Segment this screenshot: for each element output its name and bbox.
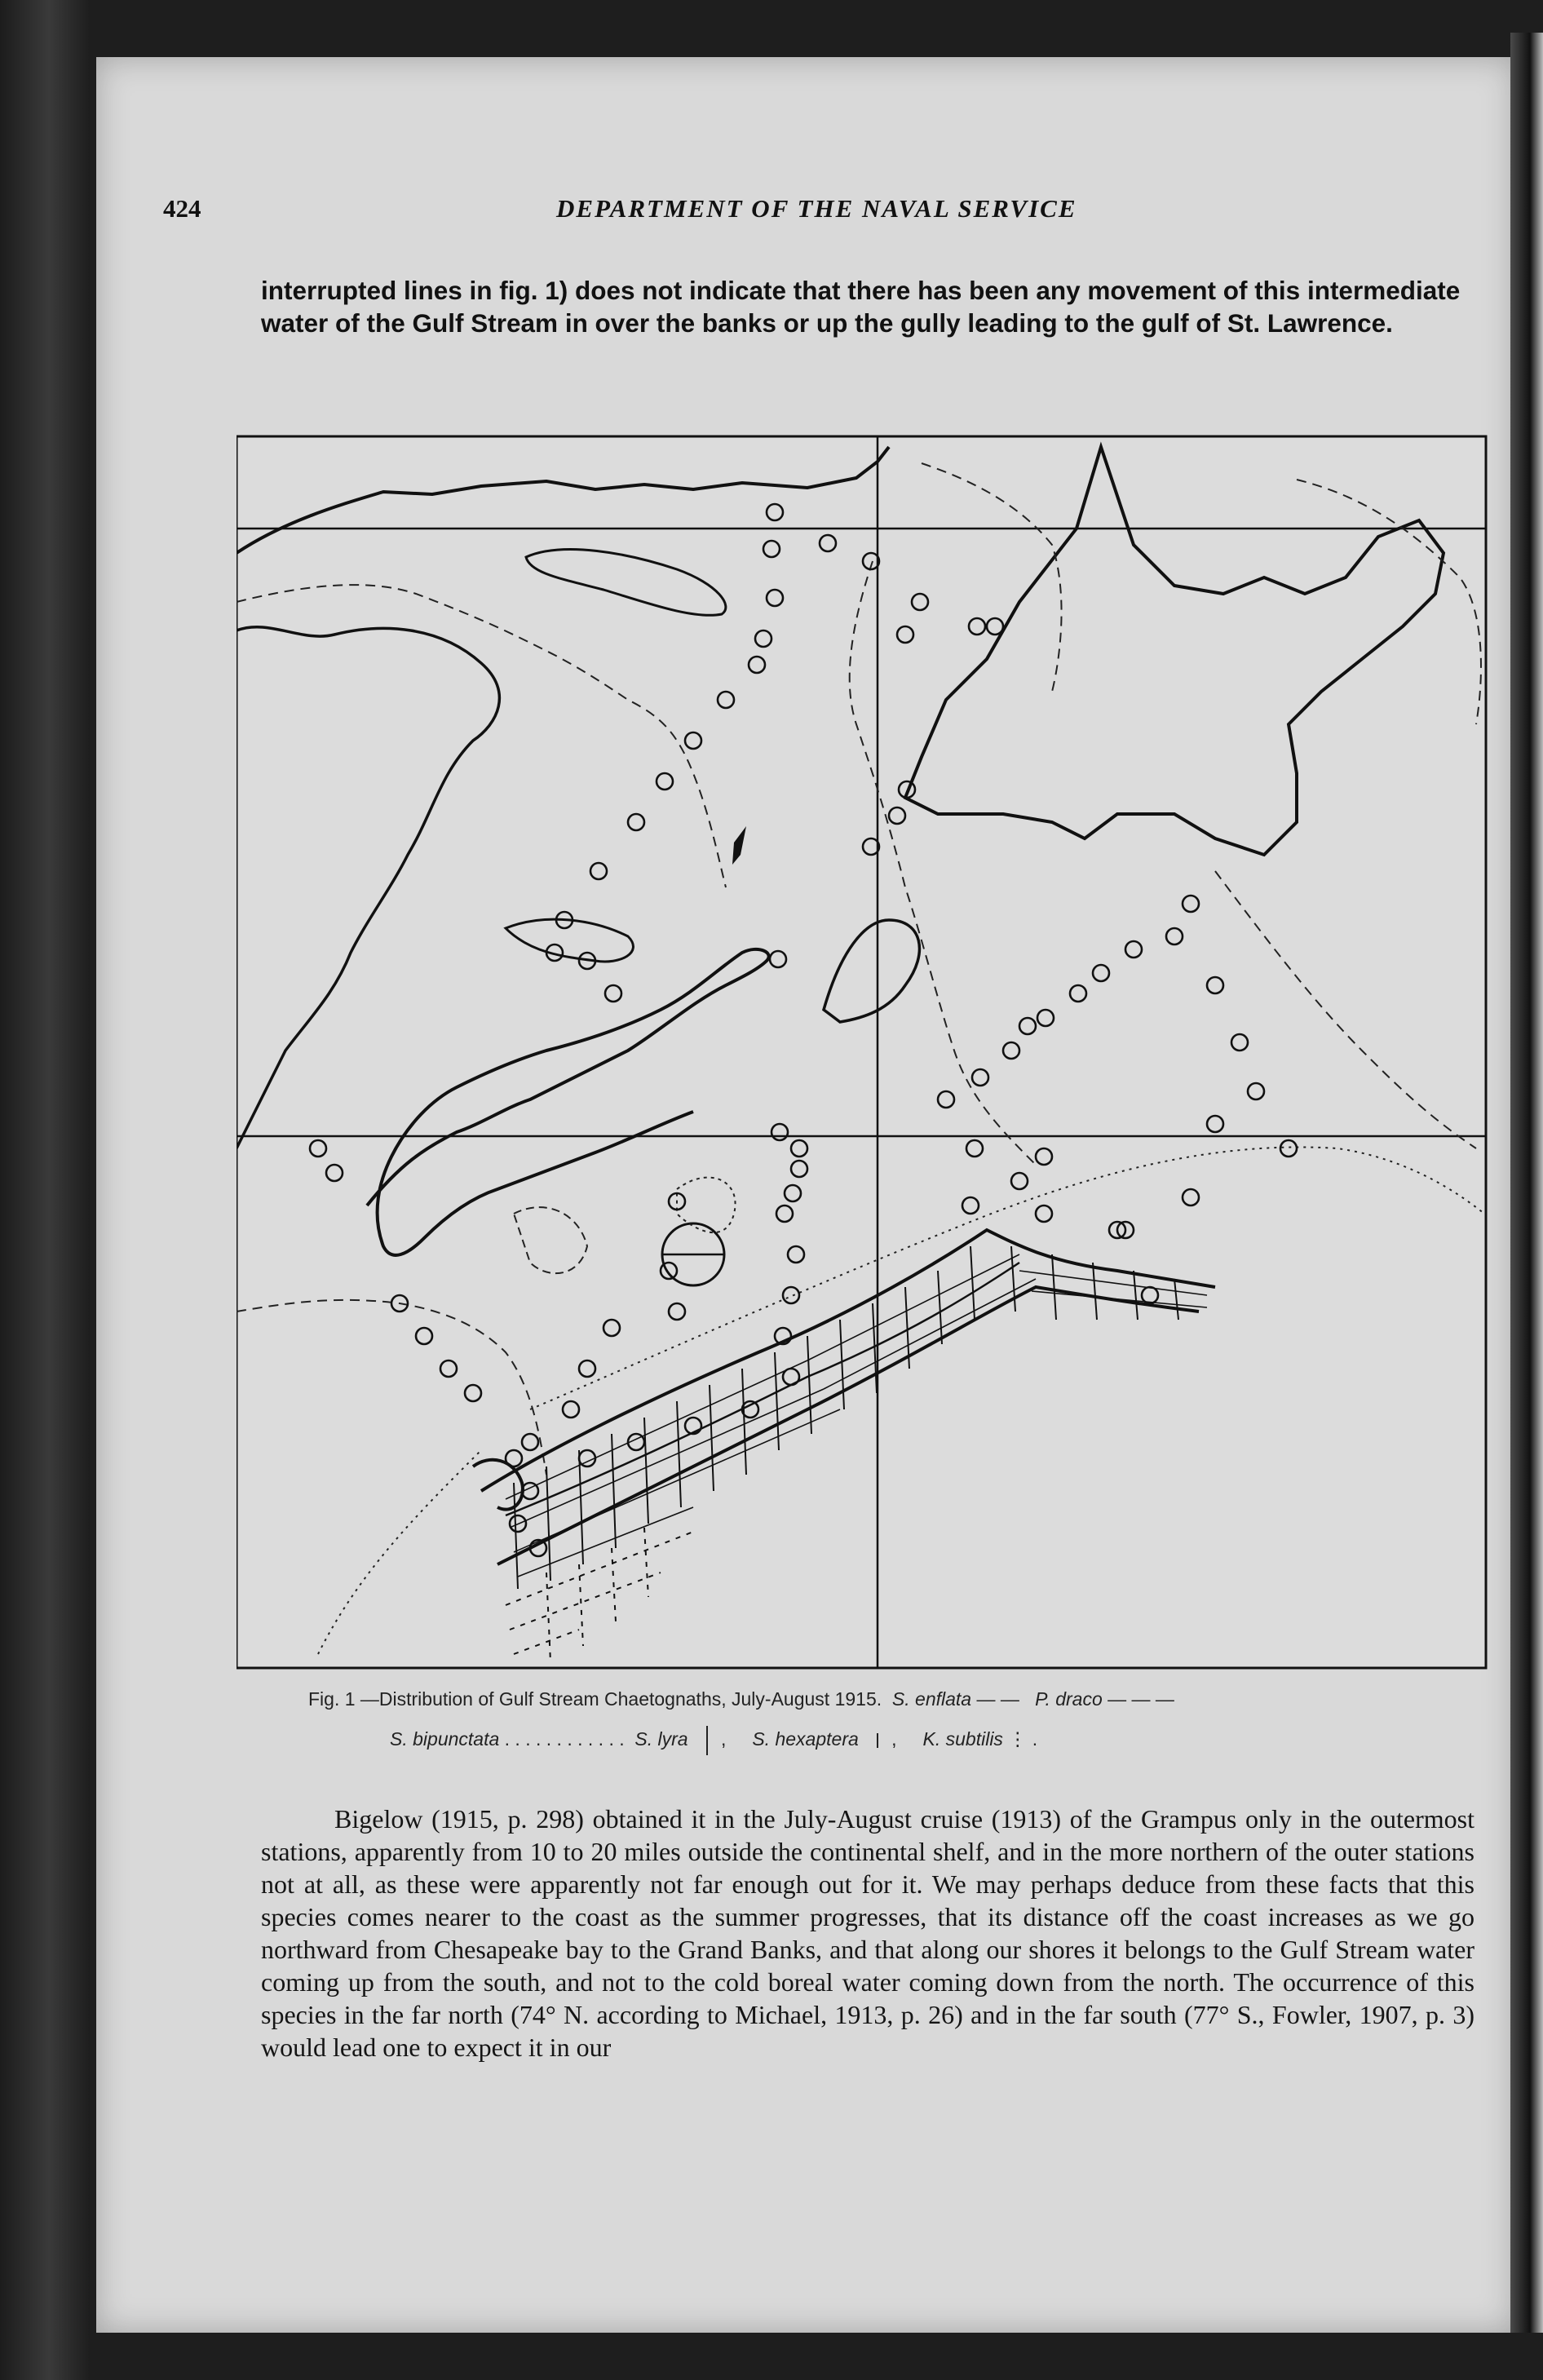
map-frame	[237, 436, 1486, 1668]
legend-s-lyra-symbol	[706, 1726, 708, 1755]
legend-s-hexaptera: S. hexaptera	[752, 1728, 859, 1750]
caption-title: Fig. 1 —Distribution of Gulf Stream Chaetognaths, July-August 1915.	[308, 1688, 882, 1710]
body-paragraph-block	[261, 1803, 1474, 2064]
legend-p-draco: P. draco	[1035, 1688, 1103, 1710]
legend-k-subtilis-symbol: ⋮	[1008, 1728, 1028, 1750]
page-edge	[1510, 33, 1543, 2333]
distribution-map	[237, 431, 1492, 1679]
legend-s-bipunctata: S. bipunctata	[390, 1728, 500, 1750]
legend-k-subtilis: K. subtilis	[922, 1728, 1003, 1750]
page-header	[163, 194, 1468, 227]
legend-s-bipunctata-symbol: . . . . . . . . . . . .	[504, 1728, 625, 1750]
caption-line-1	[308, 1688, 1174, 1710]
running-head: DEPARTMENT OF THE NAVAL SERVICE	[556, 194, 1077, 223]
legend-p-draco-symbol: — — —	[1108, 1688, 1174, 1710]
legend-s-enflata-symbol: — —	[976, 1688, 1019, 1710]
intro-paragraph: interrupted lines in fig. 1) does not indicate that there has been any movement of this intermediate water of the Gulf Stream in over the banks or up the gully leading to the gulf of St. Lawrence.	[261, 276, 1461, 338]
page-number: 424	[163, 194, 201, 223]
body-paragraph: Bigelow (1915, p. 298) obtained it in the July-August cruise (1913) of the Grampus only in the outermost stations, apparently from 10 to 20 miles outside the continental shelf, and in the more northern of the outer stations not at all, as these were apparently not far enough out for it. We may perhaps deduce from these facts that this species comes nearer to the coast as the summer progresses, that its distance off the coast increases as we go northward from Chesapeake bay to the Grand Banks, and that along our shores it belongs to the Gulf Stream water coming up from the south, and not to the cold boreal water coming down from the north. The occurrence of this species in the far north (74° N. according to Michael, 1913, p. 26) and in the far south (77° S., Fowler, 1907, p. 3) would lead one to expect it in our	[261, 1804, 1474, 2062]
legend-s-hexaptera-symbol	[877, 1733, 878, 1748]
legend-s-lyra: S. lyra	[634, 1728, 688, 1750]
legend-s-enflata: S. enflata	[891, 1688, 972, 1710]
figure-map	[237, 431, 1492, 1679]
caption-line-2: S. bipunctata . . . . . . . . . . . . S. lyra , S. hexaptera , K. subtilis ⋮ .	[390, 1726, 1037, 1755]
